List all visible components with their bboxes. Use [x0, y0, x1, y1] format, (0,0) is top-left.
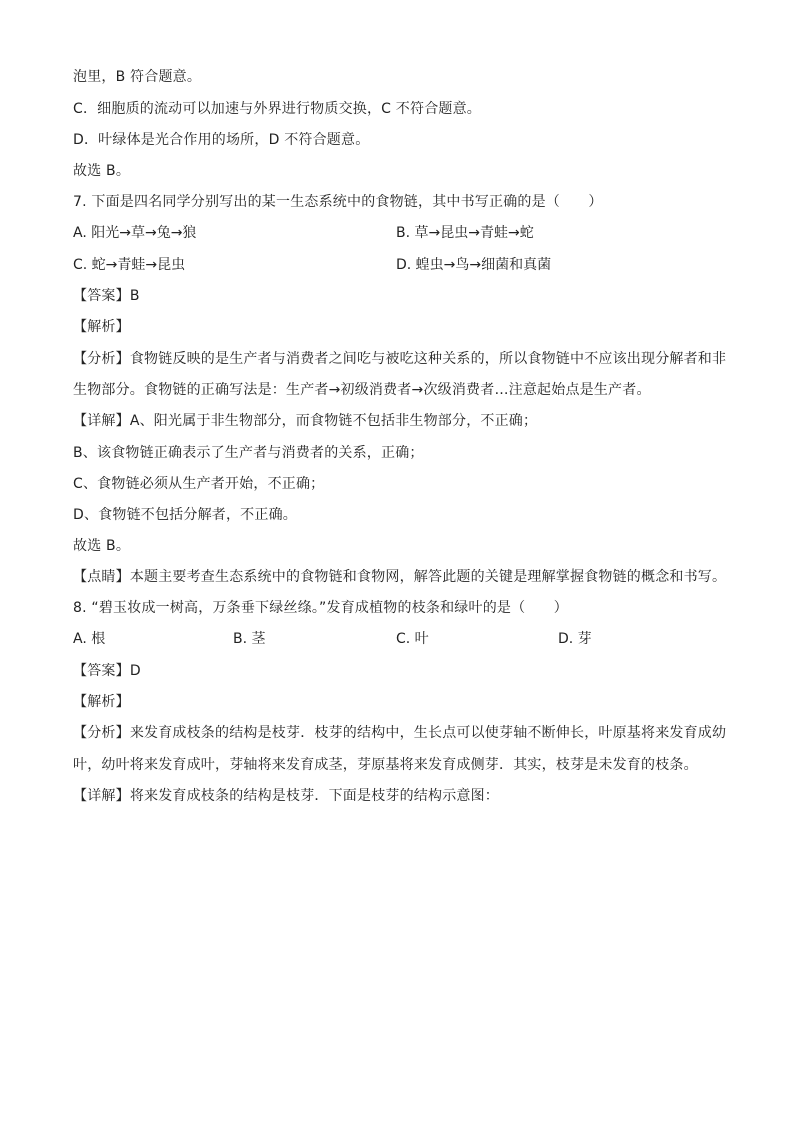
fenxi-tag: 【分析】	[73, 725, 130, 741]
q8-xiangjie-line	[73, 786, 499, 806]
question-8-stem: 8. “碧玉妆成一树高，万条垂下绿丝绦。”发育成植物的枝条和绿叶的是（ ）	[73, 600, 568, 616]
question-7-stem: 7. 下面是四名同学分别写出的某一生态系统中的食物链，其中书写正确的是（ ）	[73, 194, 603, 210]
q7-xiangjie-line	[73, 411, 537, 431]
xiangjie-tag: 【详解】	[73, 413, 130, 429]
q8-fenxi-line-2: 叶，幼叶将来发育成叶，芽轴将来发育成茎，芽原基将来发育成侧芽．其实，枝芽是未发育的枝条。	[73, 757, 698, 773]
q8-fenxi-line	[73, 723, 726, 743]
xiangjie-tag: 【详解】	[73, 788, 130, 804]
xiangjie-text: A、阳光属于非生物部分，而食物链不包括非生物部分，不正确；	[129, 413, 538, 429]
q7-xiangjie-line-4: D、食物链不包括分解者，不正确。	[73, 507, 297, 523]
q7-fenxi-line-2: 生物部分。食物链的正确写法是：生产者→初级消费者→次级消费者…注意起始点是生产者。	[73, 382, 651, 398]
answer-value: B	[129, 288, 140, 304]
q7-option-c: C. 蛇→青蛙→昆虫	[73, 257, 186, 273]
answer-value: D	[129, 663, 141, 679]
q7-option-a: A. 阳光→草→兔→狼	[73, 225, 197, 241]
q8-option-a: A. 根	[73, 631, 106, 647]
q8-analysis-tag: 【解析】	[73, 694, 130, 710]
q7-xiangjie-line-2: B、该食物链正确表示了生产者与消费者的关系，正确；	[73, 445, 424, 461]
q7-dianjing-line	[73, 567, 726, 587]
q7-option-d: D. 蝗虫→鸟→细菌和真菌	[396, 257, 552, 273]
fenxi-text: 来发育成枝条的结构是枝芽．枝芽的结构中，生长点可以使芽轴不断伸长，叶原基将来发育成幼	[129, 725, 727, 741]
q8-option-b: B. 茎	[233, 631, 266, 647]
q7-choose: 故选 B。	[73, 538, 131, 554]
q8-option-d: D. 芽	[558, 631, 592, 647]
q7-option-b: B. 草→昆虫→青蛙→蛇	[396, 225, 534, 241]
text-line: C．细胞质的流动可以加速与外界进行物质交换，C 不符合题意。	[73, 101, 481, 117]
text-line: 故选 B。	[73, 163, 131, 179]
q7-fenxi-line	[73, 349, 726, 369]
q8-option-c: C. 叶	[396, 631, 429, 647]
dianjing-tag: 【点睛】	[73, 569, 130, 585]
xiangjie-text: 将来发育成枝条的结构是枝芽．下面是枝芽的结构示意图：	[129, 788, 500, 804]
q7-answer	[73, 286, 140, 306]
text-line: D．叶绿体是光合作用的场所，D 不符合题意。	[73, 132, 370, 148]
dianjing-text: 本题主要考查生态系统中的食物链和食物网，解答此题的关键是理解掌握食物链的概念和书写。	[129, 569, 727, 585]
answer-tag: 【答案】	[73, 663, 130, 679]
text-line: 泡里，B 符合题意。	[73, 69, 202, 85]
q8-answer	[73, 661, 141, 681]
q7-xiangjie-line-3: C、食物链必须从生产者开始，不正确；	[73, 476, 325, 492]
answer-tag: 【答案】	[73, 288, 130, 304]
q7-analysis-tag: 【解析】	[73, 319, 130, 335]
fenxi-text: 食物链反映的是生产者与消费者之间吃与被吃这种关系的，所以食物链中不应该出现分解者和非	[129, 351, 727, 367]
fenxi-tag: 【分析】	[73, 351, 130, 367]
